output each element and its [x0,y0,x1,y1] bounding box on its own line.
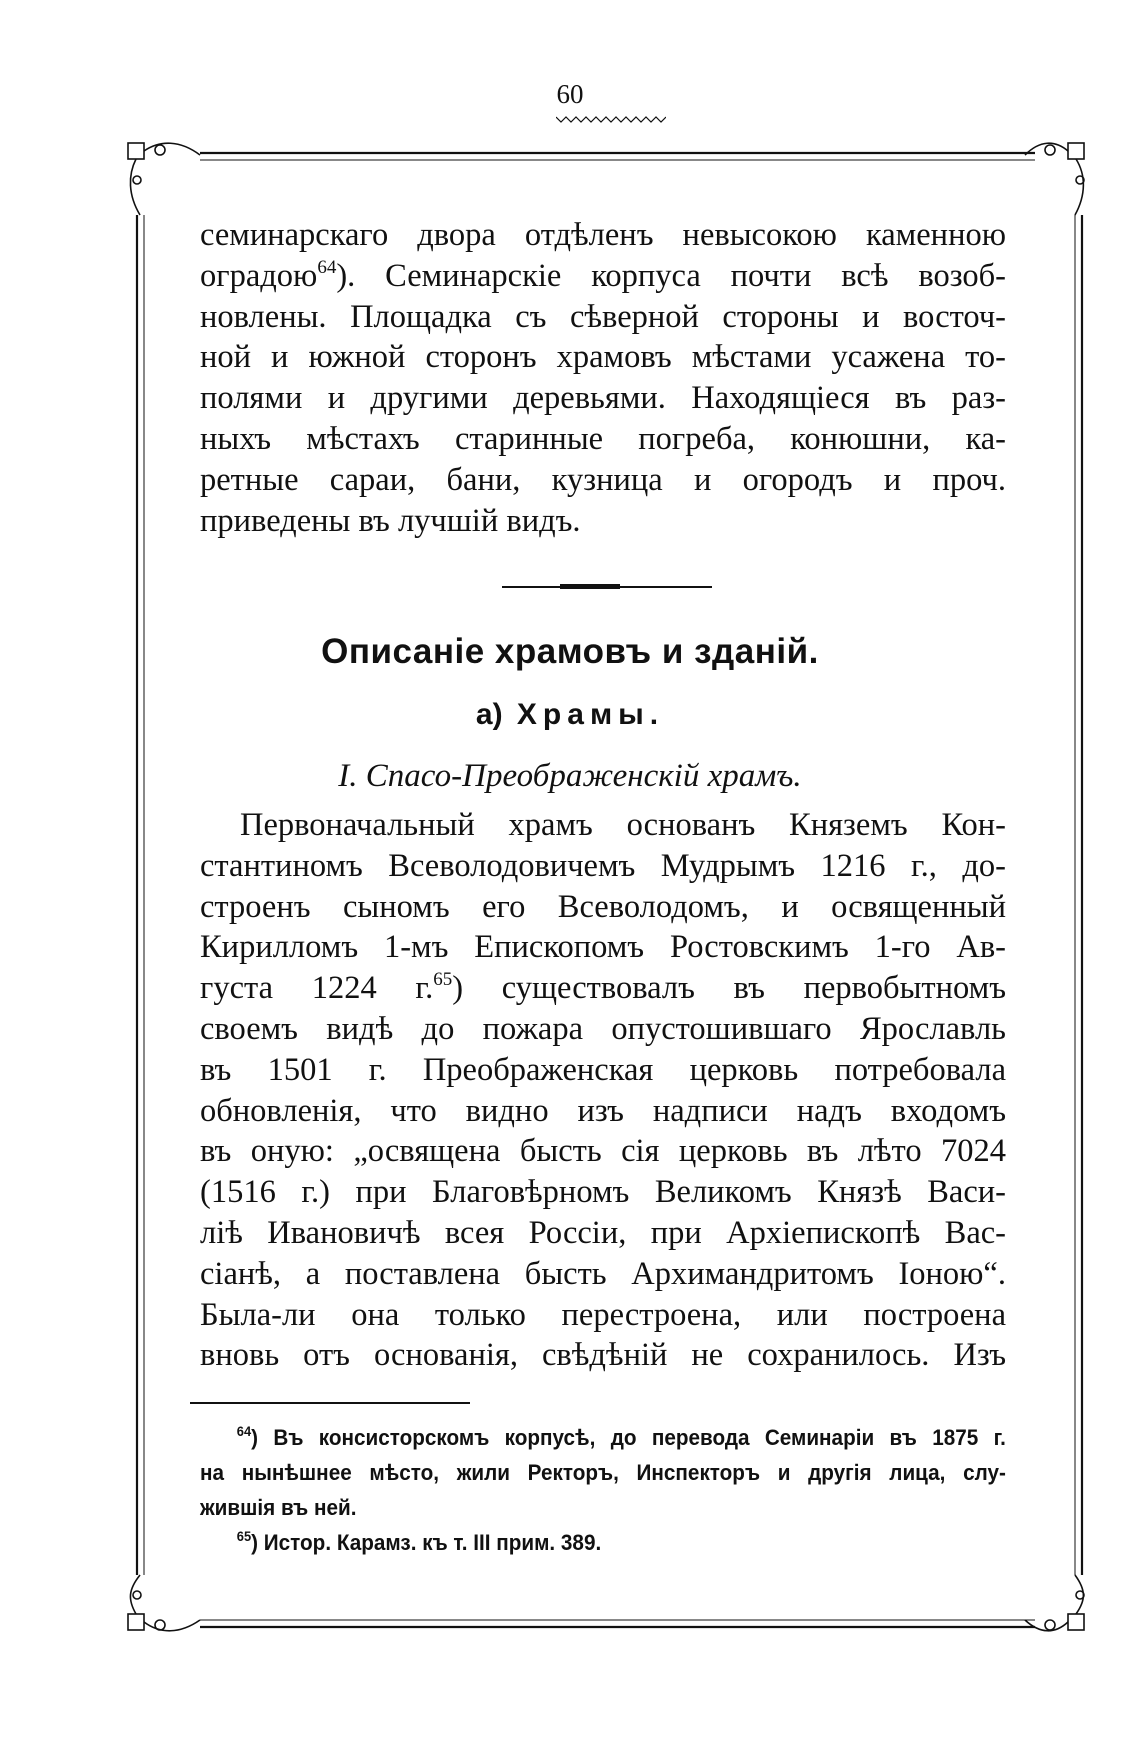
text-line: Кирилломъ 1-мъ Епископомъ Ростовскимъ 1-го Ав- [200,929,1006,966]
text-line [200,968,1006,1009]
text-line [200,256,1006,297]
text-line: сіанѣ, а поставлена бысть Архимандритомъ Іоною“. [200,1255,1006,1292]
corner-ornament-bottom-left [128,1575,200,1631]
text-fragment: ) Истор. Карамз. къ т. III прим. 389. [251,1530,602,1555]
footnote-64-line [200,1420,1006,1455]
text-fragment: ). Семинарскіе корпуса почти всѣ возоб- [336,257,1006,294]
text-fragment: ) существовалъ въ первобытномъ [452,970,1006,1007]
text-line: ретные сараи, бани, кузница и огородъ и проч. [200,461,1006,498]
paragraph-continuation [200,215,1006,541]
text-line: ной и южной сторонъ храмовъ мѣстами усажена то- [200,339,1006,376]
text-line: вновь отъ основанія, свѣдѣній не сохранилось. Изъ [200,1337,1006,1374]
footnote-ref: 64 [317,256,337,278]
footnote-marker: 64 [236,1423,252,1439]
subsection-prefix: а) [475,698,503,731]
footnote-64-line: жившія въ ней. [200,1495,357,1520]
corner-ornament-top-right [1025,143,1084,215]
footnotes [200,1420,1006,1560]
footnote-65-line [200,1525,1006,1560]
section-separator-center [560,584,620,589]
text-fragment: густа 1224 г. [200,970,434,1007]
footnote-marker: 65 [236,1528,252,1544]
paragraph-main [200,805,1006,1376]
footnote-64-line: на нынѣшнее мѣсто, жили Ректоръ, Инспекторъ и другія лица, слу- [200,1460,1006,1485]
subsection-label: Храмы. [516,698,665,731]
text-line: своемъ видѣ до пожара опустошившаго Ярославль [200,1010,1006,1047]
text-line: ліѣ Ивановичѣ всея Россіи, при Архіепископѣ Вас- [200,1214,1006,1251]
corner-ornament-top-left [128,143,200,215]
section-title: Описаніе храмовъ и зданій. [321,632,819,671]
text-line: новлены. Площадка съ сѣверной стороны и восточ- [200,298,1006,335]
text-line: (1516 г.) при Благовѣрномъ Великомъ Князѣ Васи- [200,1174,1006,1211]
text-line: полями и другими деревьями. Находящіеся въ раз- [200,380,1006,417]
corner-ornament-bottom-right [1025,1575,1084,1631]
page-number-ornament [556,113,666,125]
text-line: стантиномъ Всеволодовичемъ Мудрымъ 1216 г., до- [200,847,1006,884]
text-line: обновленія, что видно изъ надписи надъ входомъ [200,1092,1006,1129]
text-line: въ оную: „освящена бысть сія церковь въ лѣто 7024 [200,1133,1006,1170]
text-fragment: оградою [200,257,318,294]
text-line: строенъ сыномъ его Всеволодомъ, и освященный [200,888,1006,925]
text-fragment: ) Въ консисторскомъ корпусѣ, до перевода Семинаріи въ 1875 г. [251,1425,1006,1450]
text-line: приведены въ лучшій видъ. [200,502,581,539]
text-line: семинарскаго двора отдѣленъ невысокою каменною [200,217,1006,253]
text-line: Первоначальный храмъ основанъ Княземъ Кон- [240,807,1006,843]
text-line: въ 1501 г. Преображенская церковь потребовала [200,1051,1006,1088]
footnote-ref: 65 [433,969,453,991]
text-line: ныхъ мѣстахъ старинные погреба, конюшни, ка- [200,420,1006,457]
text-line: Была-ли она только перестроена, или построена [200,1296,1006,1333]
page-number: 60 [556,79,584,109]
subsection-title [0,695,1140,735]
footnote-rule [190,1402,470,1404]
church-title: I. Спасо-Преображенскій храмъ. [338,758,802,794]
